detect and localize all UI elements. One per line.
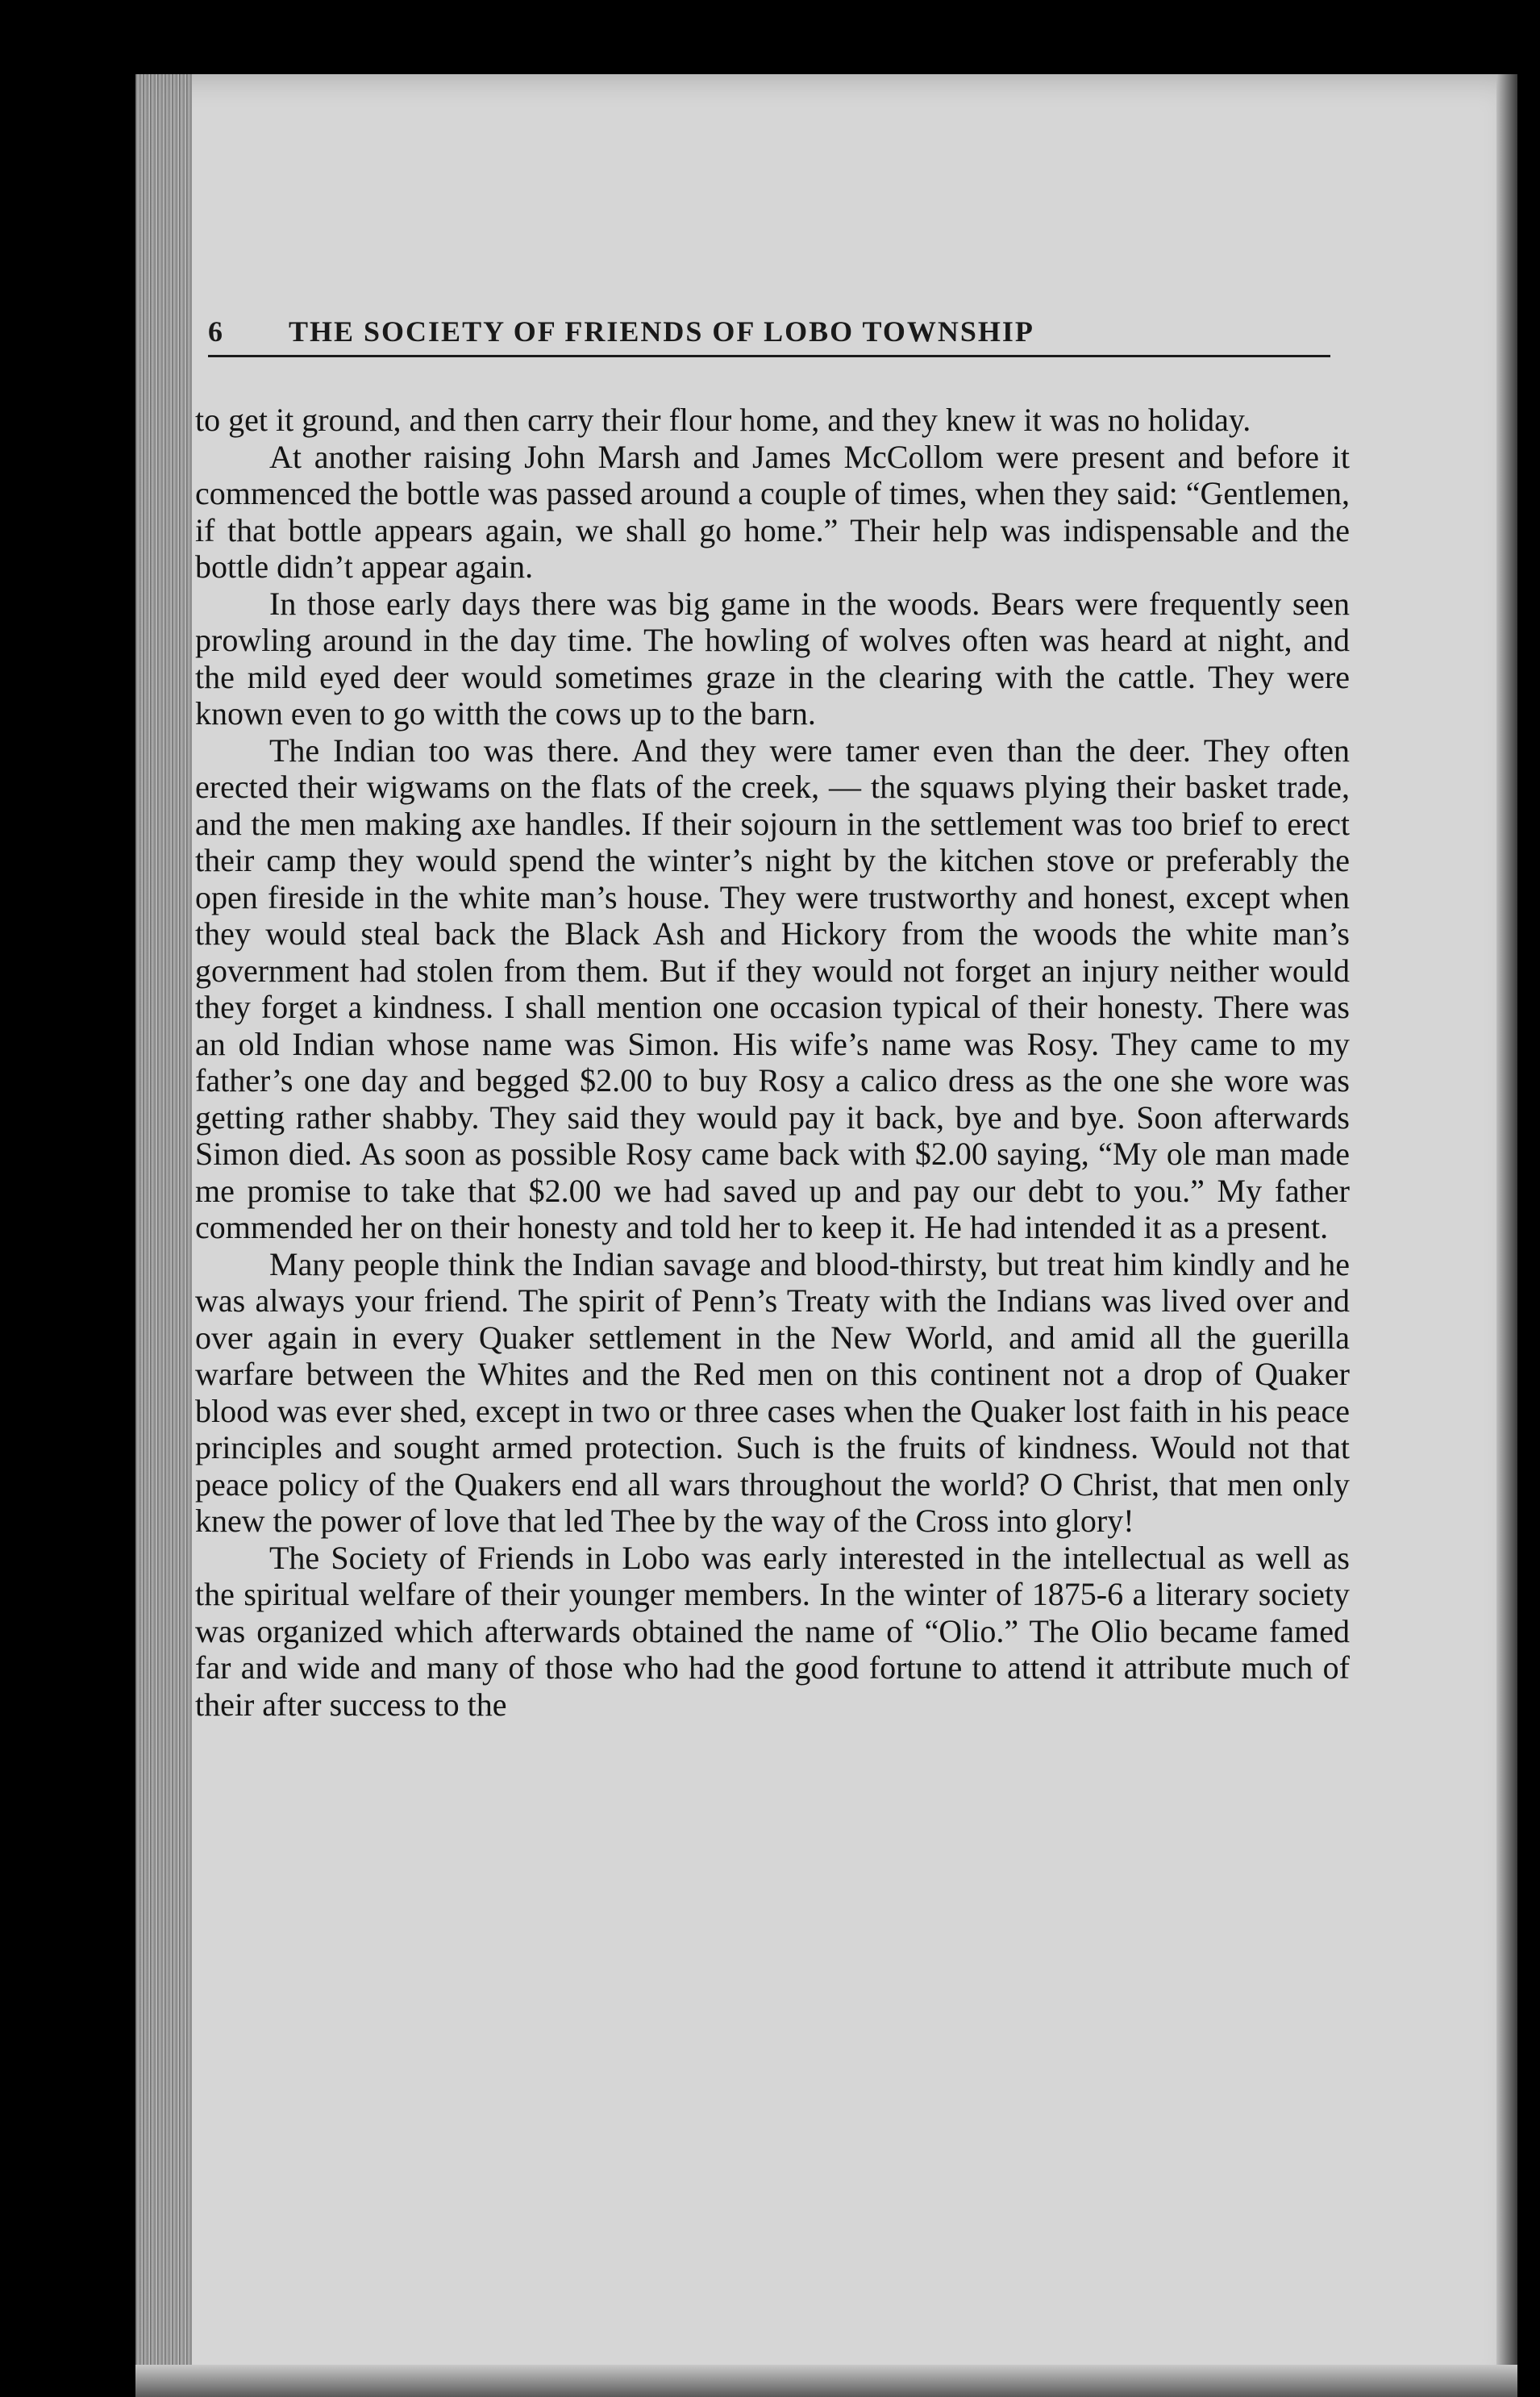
page-right-edge [1496,74,1517,2397]
paragraph: Many people think the Indian savage and blood-thirsty, but treat him kindly and he was always your friend. The spirit of Penn’s Treaty with the Indians was lived over and over again in every Quaker settlement in the New World, and amid all the guerilla warfare between the Whites and the Red men on this continent not a drop of Quaker blood was ever shed, except in two or three cases when the Quaker lost faith in his peace principles and sought armed protection. Such is the fruits of kindness. Would not that peace policy of the Quakers end all wars throughout the world? O Christ, that men only knew the power of love that led Thee by the way of the Cross into glory! [195,1245,1350,1539]
paragraph: The Indian too was there. And they were tamer even than the deer. They often erected their wigwams on the flats of the creek, — the squaws plying their basket trade, and the men making axe handles. If their sojourn in the settlement was too brief to erect their camp they would spend the winter’s night by the kitchen stove or preferably the open fireside in the white man’s house. They were trustworthy and honest, except when they would steal back the Black Ash and Hickory from the woods the white man’s government had stolen from them. But if they would not forget an injury neither would they forget a kindness. I shall mention one occasion typical of their honesty. There was an old Indian whose name was Simon. His wife’s name was Rosy. They came to my father’s one day and begged $2.00 to buy Rosy a calico dress as the one she wore was getting rather shabby. They said they would pay it back, bye and bye. Soon afterwards Simon died. As soon as possible Rosy came back with $2.00 saying, “My ole man made me promise to take that $2.00 we had saved up and pay our debt to you.” My father commended her on their honesty and told her to keep it. He had intended it as a present. [195,732,1350,1245]
paragraph: At another raising John Marsh and James McCollom were present and before it commenced the bottle was passed around a couple of times, when they said: “Gentlemen, if that bottle appears again, we shall go home.” Their help was indispensable and the bottle didn’t appear again. [195,438,1350,585]
header-rule [208,355,1330,357]
page-binding-edge [135,74,192,2397]
page-number: 6 [208,315,224,348]
running-title: THE SOCIETY OF FRIENDS OF LOBO TOWNSHIP [289,315,1034,348]
paragraph: to get it ground, and then carry their flour home, and they knew it was no holiday. [195,402,1251,438]
page-bottom-edge [135,2365,1517,2397]
running-header [208,315,1337,348]
body-text [195,402,1350,1723]
paragraph: The Society of Friends in Lobo was early interested in the intellectual as well as the spiritual welfare of their younger members. In the winter of 1875-6 a literary society was organized which afterwards obtained the name of “Olio.” The Olio became famed far and wide and many of those who had the good fortune to attend it attribute much of their after success to the [195,1539,1350,1723]
paragraph: In those early days there was big game in the woods. Bears were frequently seen prowling around in the day time. The howling of wolves often was heard at night, and the mild eyed deer would sometimes graze in the clearing with the cattle. They were known even to go witth the cows up to the barn. [195,585,1350,732]
